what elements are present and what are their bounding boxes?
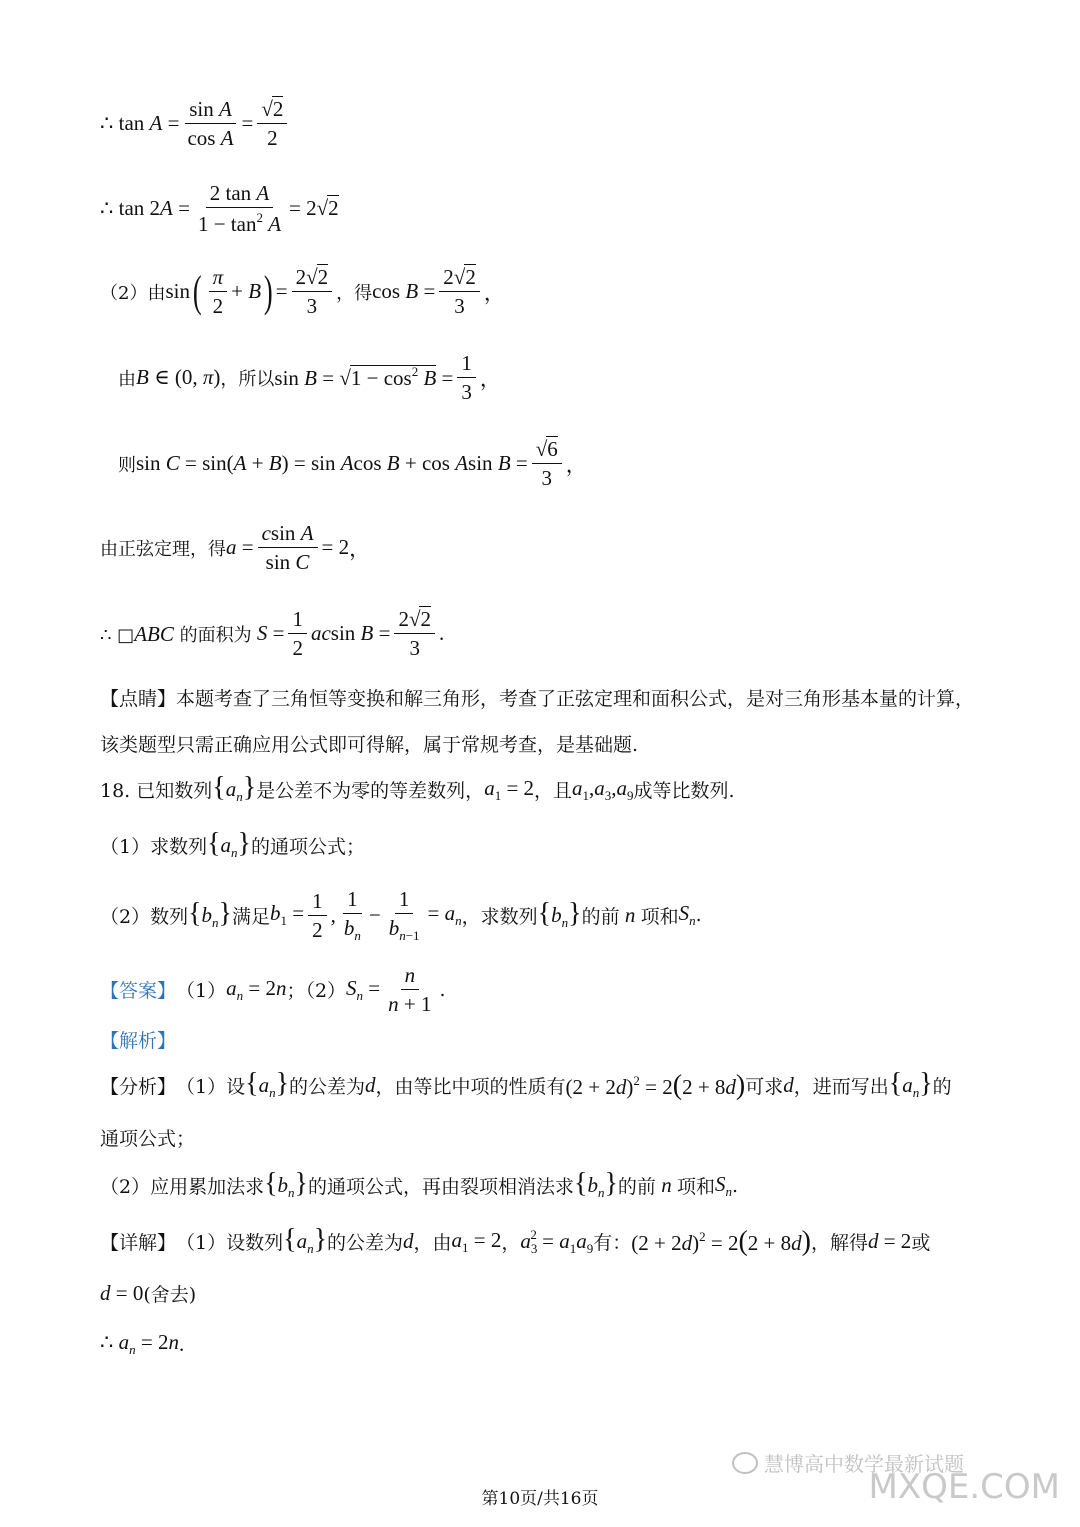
fenxi-line2: 通项公式；	[100, 1128, 196, 1150]
fenxi-line1: 【分析】 （1）设 $\{a_n\}$ 的公差为 d ，由等比中项的性质有 $(2 + 2d)^2 = 2(2 + 8d)$ 可求 d ，进而写出 $\{a_n\}$ 的	[100, 1068, 952, 1101]
eq-tan-2a: ∴ tan 2A = $\frac{\text{2 tan A}}{1 - \tan^2 A}$ = 2√2	[100, 181, 339, 237]
jiexi-label: 【解析】	[100, 1030, 177, 1052]
fenxi-line3: （2）应用累加法求 $\{b_n\}$ 的通项公式，再由裂项相消法求 $\{b_n\}$ 的前 n 项和 $S_n$ .	[100, 1168, 738, 1200]
xiangjie-line2: d = 0 (舍去)	[100, 1281, 197, 1306]
eq-sin-b: 由 B ∈ (0, π) ，所以 $\sin B = √1 - \cos^2 B$ = $\frac{1}{3}$ ，	[118, 351, 501, 405]
eq-sine-law: 由正弦定理，得 a = $\frac{\text{csin A}}{\text{sin C}}$ = 2 ，	[100, 521, 371, 575]
xiangjie-line1: 【详解】 （1）设数列 $\{a_n\}$ 的公差为 d ，由 $a_1 = 2$ ， $a_3^2 = a_1a_9$ 有： $(2 + 2d)^2 = 2(2 + 8d)$ ，解得 d = 2 或	[100, 1224, 931, 1257]
q18-part2: （2）数列 $\{b_n\}$ 满足 $b_1$ = $\frac{1}{2}$ , $\frac{1}{b_n}$ − $\frac{1}{b_{n-1}}$ = $a_n$ ，求数列 $\{b_n\}$ 的前 n 项和 $S_n$ .	[100, 887, 702, 944]
eq-tan-a: ∴ tan A = $\frac{\text{sin A}}{\text{cos A}}$ = $\frac{√2}{2}$	[100, 98, 291, 149]
xiangjie-label: 【详解】	[100, 1232, 177, 1254]
eq-sin-c: 则 sin C = sin(A + B) = sin Acos B + cos Asin B = $\frac{√6}{3}$ ，	[118, 437, 587, 491]
eq-cos-b: （2）由 sin ( $\frac{\pi}{2}$ + B ) = $\frac{2√2}{3}$ ，得 cos B = $\frac{2√2}{3}$ ，	[100, 265, 505, 319]
site-watermark: MXQE.COM	[868, 1467, 1060, 1507]
q18-part1: （1）求数列 $\{a_n\}$ 的通项公式；	[100, 828, 366, 860]
q18-stem: 18. 已知数列 $\{a_n\}$ 是公差不为零的等差数列， $a_1 = 2$ ，且 $a_1,a_3,a_9$ 成等比数列.	[100, 772, 735, 804]
dianjing-paragraph	[100, 676, 980, 768]
dianjing-text: 本题考查了三角恒等变换和解三角形，考查了正弦定理和面积公式，是对三角形基本量的计算，该类题型只需正确应用公式即可得解，属于常规考查，是基础题.	[100, 688, 975, 756]
dianjing-label: 【点睛】	[100, 688, 177, 710]
wechat-icon	[732, 1452, 758, 1474]
answer-label: 【答案】	[100, 980, 177, 1003]
answer-line: 【答案】 （1） $a_n = 2n$ ；（2） $S_n$ = $\frac{n}{n + 1}$ .	[100, 963, 446, 1017]
eq-area: ∴ □ABC 的面积为 S = $\frac{1}{2}$ acsin B = $\frac{2√2}{3}$ .	[100, 607, 445, 661]
fenxi-label: 【分析】	[100, 1076, 177, 1098]
page-number: 第10页/共16页	[481, 1489, 599, 1509]
xiangjie-conclusion: ∴ $a_n = 2n$ .	[100, 1330, 185, 1357]
wechat-watermark: 慧博高中数学最新试题	[732, 1448, 964, 1477]
